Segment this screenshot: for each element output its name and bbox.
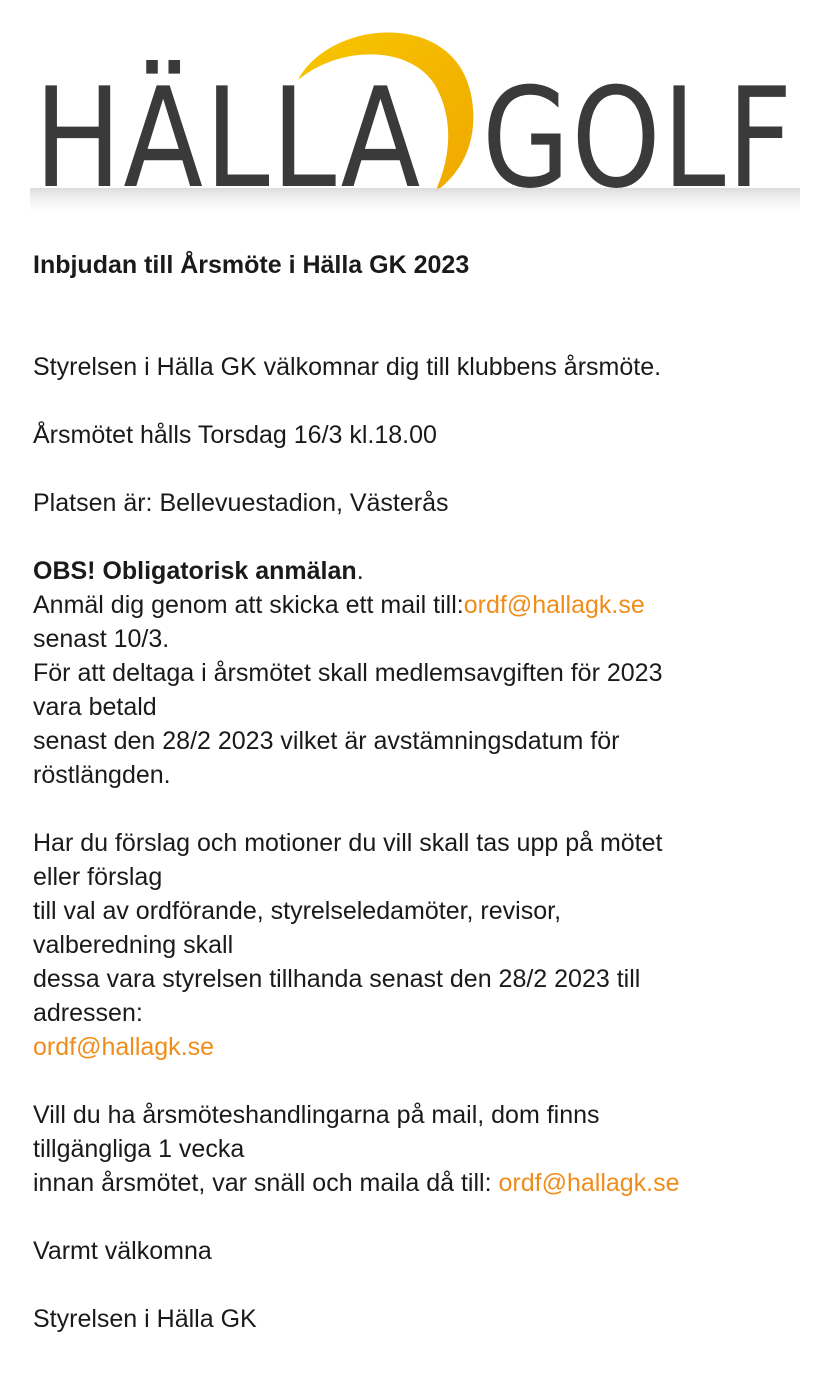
signup-line (33, 588, 803, 622)
fee-line-3: senast den 28/2 2023 vilket är avstämningsdatum för (33, 727, 620, 755)
obs-period: . (356, 557, 364, 585)
invitation-body (33, 248, 803, 1336)
spacer (33, 520, 803, 554)
spacer (33, 1268, 803, 1302)
proposals-line-4: valberedning skall (33, 931, 234, 959)
proposals-line-1: Har du förslag och motioner du vill skall tas upp på mötet (33, 829, 663, 857)
fee-line-4: röstlängden. (33, 761, 171, 789)
logo-text-halla: HÄLLA (34, 58, 422, 219)
fee-line-1: För att deltaga i årsmötet skall medlemsavgiften för 2023 (33, 659, 663, 687)
proposals-section (33, 826, 803, 1064)
proposals-line-3: till val av ordförande, styrelseledamöter, revisor, (33, 897, 562, 925)
logo-text-golf: GOLF (482, 58, 794, 219)
proposals-email-link[interactable]: ordf@hallagk.se (33, 1033, 215, 1061)
spacer (33, 792, 803, 826)
fee-line-2: vara betald (33, 693, 157, 721)
signup-prefix: Anmäl dig genom att skicka ett mail till: (33, 591, 464, 619)
welcome-text: Varmt välkomna (33, 1237, 212, 1265)
logo-graphic (30, 10, 800, 225)
spacer (33, 384, 803, 418)
obs-heading (33, 554, 803, 588)
halla-golf-logo (30, 10, 800, 225)
spacer (33, 1064, 803, 1098)
documents-line-2: tillgängliga 1 vecka (33, 1135, 245, 1163)
signup-deadline: senast 10/3. (33, 625, 170, 653)
invitation-title: Inbjudan till Årsmöte i Hälla GK 2023 (33, 251, 470, 279)
documents-prefix: innan årsmötet, var snäll och maila då till: (33, 1169, 499, 1197)
documents-email-link[interactable]: ordf@hallagk.se (498, 1169, 680, 1197)
documents-section (33, 1098, 803, 1200)
signup-email-link[interactable]: ordf@hallagk.se (463, 591, 645, 619)
spacer (33, 1200, 803, 1234)
spacer (33, 452, 803, 486)
obs-bold-text: OBS! Obligatorisk anmälan (33, 557, 357, 585)
documents-line-3 (33, 1166, 803, 1200)
location-text: Platsen är: Bellevuestadion, Västerås (33, 489, 449, 517)
intro-text: Styrelsen i Hälla GK välkomnar dig till klubbens årsmöte. (33, 353, 662, 381)
proposals-line-6: adressen: (33, 999, 143, 1027)
obs-section (33, 554, 803, 792)
documents-line-1: Vill du ha årsmöteshandlingarna på mail, dom finns (33, 1101, 600, 1129)
meeting-time-text: Årsmötet hålls Torsdag 16/3 kl.18.00 (33, 421, 437, 449)
proposals-line-2: eller förslag (33, 863, 163, 891)
proposals-line-5: dessa vara styrelsen tillhanda senast den 28/2 2023 till (33, 965, 641, 993)
signature-text: Styrelsen i Hälla GK (33, 1305, 257, 1333)
